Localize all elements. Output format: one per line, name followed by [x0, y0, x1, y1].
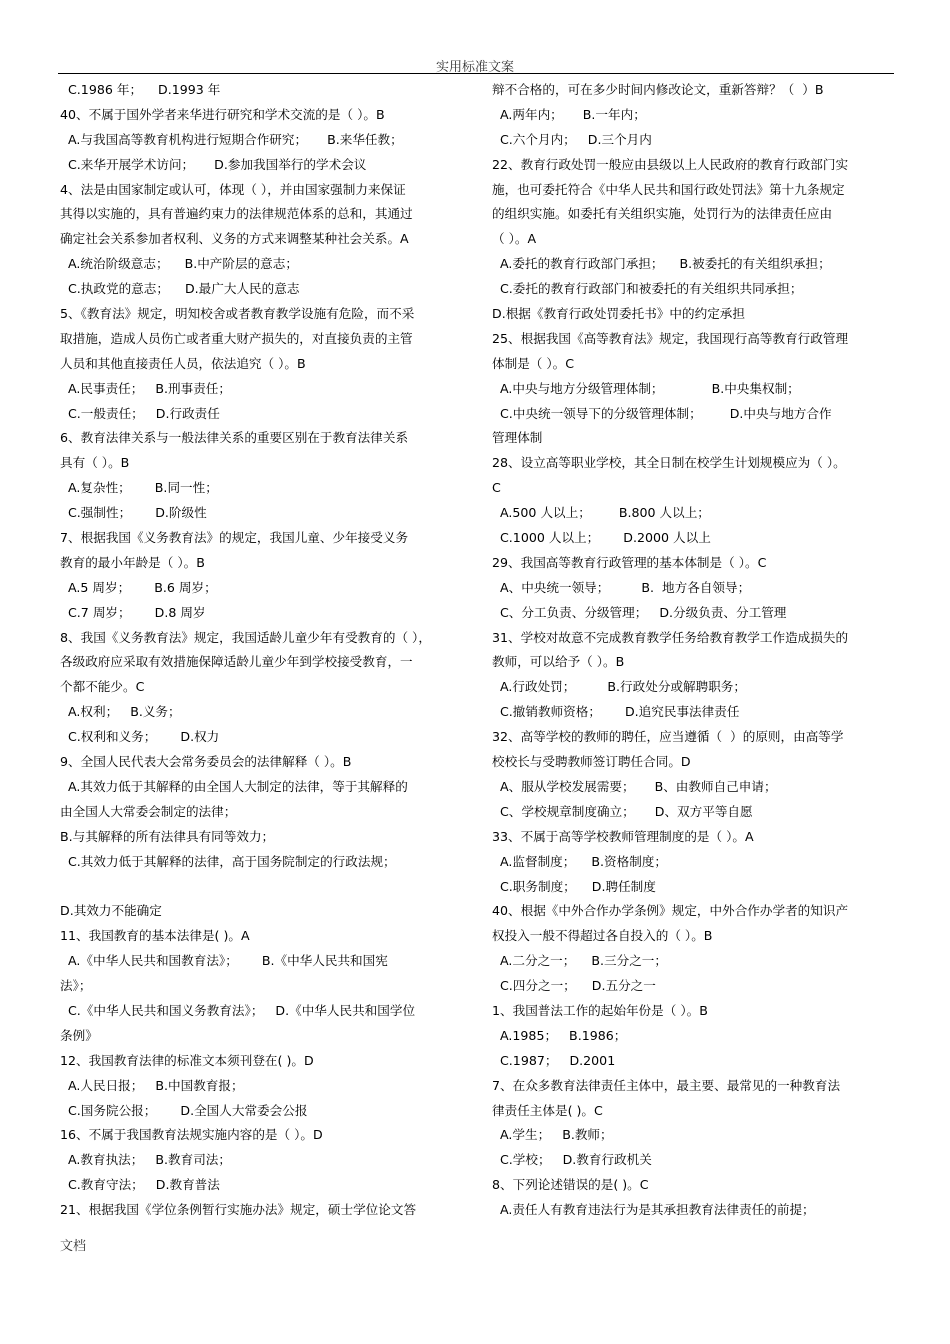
text-line: C.一般责任； D.行政责任	[60, 405, 220, 421]
text-line: C.1000 人以上； D.2000 人以上	[492, 530, 711, 546]
text-line: C.来华开展学术访问； D.参加我国举行的学术会议	[60, 156, 367, 172]
text-line: 具有（ ）。B	[60, 455, 130, 471]
header-divider	[58, 73, 894, 74]
text-line: C.强制性； D.阶级性	[60, 505, 207, 521]
text-line: 9、全国人民代表大会常务委员会的法律解释（ ）。B	[60, 754, 352, 770]
text-line: 权投入一般不得超过各自投入的（ ）。B	[492, 928, 713, 944]
text-line: C.职务制度； D.聘任制度	[492, 878, 656, 894]
text-line: A.与我国高等教育机构进行短期合作研究； B.来华任教；	[60, 131, 403, 147]
text-line: A.两年内； B.一年内；	[492, 106, 646, 122]
text-line: 8、我国《义务教育法》规定，我国适龄儿童少年有受教育的（ ），	[60, 629, 431, 645]
text-line: A.500 人以上； B.800 人以上；	[492, 505, 710, 521]
text-line: A、服从学校发展需要； B、由教师自己申请；	[492, 778, 777, 794]
text-line: 32、高等学校的教师的聘任，应当遵循（ ）的原则，由高等学	[492, 729, 844, 745]
text-line: 体制是（ ）。C	[492, 355, 575, 371]
text-line: A、中央统一领导； B. 地方各自领导；	[492, 579, 751, 595]
text-line: A.《中华人民共和国教育法》； B.《中华人民共和国宪	[60, 953, 388, 969]
text-line: C.7 周岁； D.8 周岁	[60, 604, 206, 620]
text-line: 1、我国普法工作的起始年份是（ ）。B	[492, 1002, 708, 1018]
text-line: 5、《教育法》规定，明知校舍或者教育教学设施有危险，而不采	[60, 306, 415, 322]
text-line: A.教育执法； B.教育司法；	[60, 1152, 231, 1168]
text-line: D.根据《教育行政处罚委托书》中的约定承担	[492, 306, 745, 322]
text-line: 25、根据我国《高等教育法》规定，我国现行高等教育行政管理	[492, 330, 849, 346]
text-line: 确定社会关系参加者权利、义务的方式来调整某种社会关系。A	[60, 231, 409, 247]
text-line: B.与其解释的所有法律具有同等效力；	[60, 828, 275, 844]
text-line: A.学生； B.教师；	[492, 1127, 613, 1143]
text-line: 人员和其他直接责任人员，依法追究（ ）。B	[60, 355, 306, 371]
text-line: 其得以实施的，具有普遍约束力的法律规范体系的总和，其通过	[60, 206, 413, 222]
text-line: C.学校； D.教育行政机关	[492, 1152, 652, 1168]
text-line: C.1987； D.2001	[492, 1052, 616, 1068]
text-line: 8、下列论述错误的是( )。C	[492, 1177, 649, 1193]
text-line: 的组织实施。如委托有关组织实施，处罚行为的法律责任应由	[492, 206, 833, 222]
left-text-column	[60, 78, 468, 1223]
text-line: 各级政府应采取有效措施保障适龄儿童少年到学校接受教育，一	[60, 654, 413, 670]
text-line: 律责任主体是( )。C	[492, 1102, 603, 1118]
text-line: 4、法是由国家制定或认可，体现（ ），并由国家强制力来保证	[60, 181, 406, 197]
text-line: A.责任人有教育违法行为是其承担教育法律责任的前提；	[492, 1202, 815, 1218]
text-line: A.统治阶级意志； B.中产阶层的意志；	[60, 256, 298, 272]
text-line: A.5 周岁； B.6 周岁；	[60, 579, 217, 595]
text-line: 条例》	[60, 1027, 98, 1043]
text-line: C	[492, 480, 501, 496]
text-line: 28、设立高等职业学校，其全日制在校学生计划规模应为（ ）。	[492, 455, 846, 471]
text-line: 校校长与受聘教师签订聘任合同。D	[492, 754, 691, 770]
text-line: D.其效力不能确定	[60, 903, 162, 919]
text-line: A.民事责任； B.刑事责任；	[60, 380, 231, 396]
text-line: A.1985； B.1986；	[492, 1027, 627, 1043]
text-line: C、学校规章制度确立； D、双方平等自愿	[492, 803, 753, 819]
text-line: C、分工负责、分级管理； D.分级负责、分工管理	[492, 604, 787, 620]
text-line: C.四分之一； D.五分之一	[492, 978, 656, 994]
text-line: 由全国人大常委会制定的法律；	[60, 803, 237, 819]
text-line: 16、不属于我国教育法规实施内容的是（ ）。D	[60, 1127, 323, 1143]
text-line: 法》；	[60, 978, 92, 994]
text-line: 31、学校对故意不完成教育教学任务给教育教学工作造成损失的	[492, 629, 849, 645]
text-line: A.行政处罚； B.行政处分或解聘职务；	[492, 679, 746, 695]
text-line: 33、不属于高等学校教师管理制度的是（ ）。A	[492, 828, 754, 844]
text-line: A.中央与地方分级管理体制； B.中央集权制；	[492, 380, 800, 396]
text-line: C.六个月内； D.三个月内	[492, 131, 652, 147]
text-line: 7、根据我国《义务教育法》的规定，我国儿童、少年接受义务	[60, 530, 409, 546]
text-line: A.其效力低于其解释的由全国人大制定的法律，等于其解释的	[60, 778, 408, 794]
page-footer: 文档	[60, 1239, 87, 1254]
text-line: 12、我国教育法律的标准文本须刊登在( )。D	[60, 1052, 314, 1068]
text-line: 施，也可委托符合《中华人民共和国行政处罚法》第十九条规定	[492, 181, 845, 197]
text-line: 辩不合格的，可在多少时间内修改论文，重新答辩？（ ）B	[492, 82, 824, 97]
text-line: C.国务院公报； D.全国人大常委会公报	[60, 1102, 308, 1118]
text-line: 6、教育法律关系与一般法律关系的重要区别在于教育法律关系	[60, 430, 409, 446]
text-line: C.撤销教师资格； D.追究民事法律责任	[492, 704, 740, 720]
text-line: 7、在众多教育法律责任主体中，最主要、最常见的一种教育法	[492, 1077, 841, 1093]
text-line: A.权利； B.义务；	[60, 704, 181, 720]
text-line: C.执政党的意志； D.最广大人民的意志	[60, 281, 300, 297]
text-line: C.《中华人民共和国义务教育法》； D.《中华人民共和国学位	[60, 1002, 416, 1018]
text-line: 教师，可以给予（ ）。B	[492, 654, 625, 670]
text-line: 管理体制	[492, 430, 543, 446]
page-header: 实用标准文案	[435, 60, 514, 75]
text-line: 40、不属于国外学者来华进行研究和学术交流的是（ ）。B	[60, 106, 385, 122]
text-line: 取措施，造成人员伤亡或者重大财产损失的，对直接负责的主管	[60, 330, 413, 346]
text-line: （ ）。A	[492, 231, 537, 247]
text-line: A.复杂性； B.同一性；	[60, 480, 218, 496]
text-line: C.其效力低于其解释的法律，高于国务院制定的行政法规；	[60, 853, 396, 869]
text-line: A.委托的教育行政部门承担； B.被委托的有关组织承担；	[492, 256, 831, 272]
text-line: C.1986 年； D.1993 年	[60, 82, 221, 97]
text-line: 29、我国高等教育行政管理的基本体制是（ ）。C	[492, 554, 767, 570]
text-line: A.人民日报； B.中国教育报；	[60, 1077, 244, 1093]
text-line: A.二分之一； B.三分之一；	[492, 953, 667, 969]
text-line: C.教育守法； D.教育普法	[60, 1177, 220, 1193]
text-line: C.权利和义务； D.权力	[60, 729, 220, 745]
right-text-column	[492, 78, 904, 1223]
text-line: C.委托的教育行政部门和被委托的有关组织共同承担；	[492, 281, 803, 297]
text-line: C.中央统一领导下的分级管理体制； D.中央与地方合作	[492, 405, 832, 421]
text-line: 个都不能少。C	[60, 679, 145, 695]
text-line: 11、我国教育的基本法律是( )。A	[60, 928, 250, 944]
text-line: 22、教育行政处罚一般应由县级以上人民政府的教育行政部门实	[492, 156, 849, 172]
text-line: 40、根据《中外合作办学条例》规定，中外合作办学者的知识产	[492, 903, 849, 919]
text-line: 教育的最小年龄是（ ）。B	[60, 554, 205, 570]
text-line: A.监督制度； B.资格制度；	[492, 853, 667, 869]
text-line: 21、根据我国《学位条例暂行实施办法》规定，硕士学位论文答	[60, 1202, 417, 1218]
text-line	[60, 875, 468, 900]
